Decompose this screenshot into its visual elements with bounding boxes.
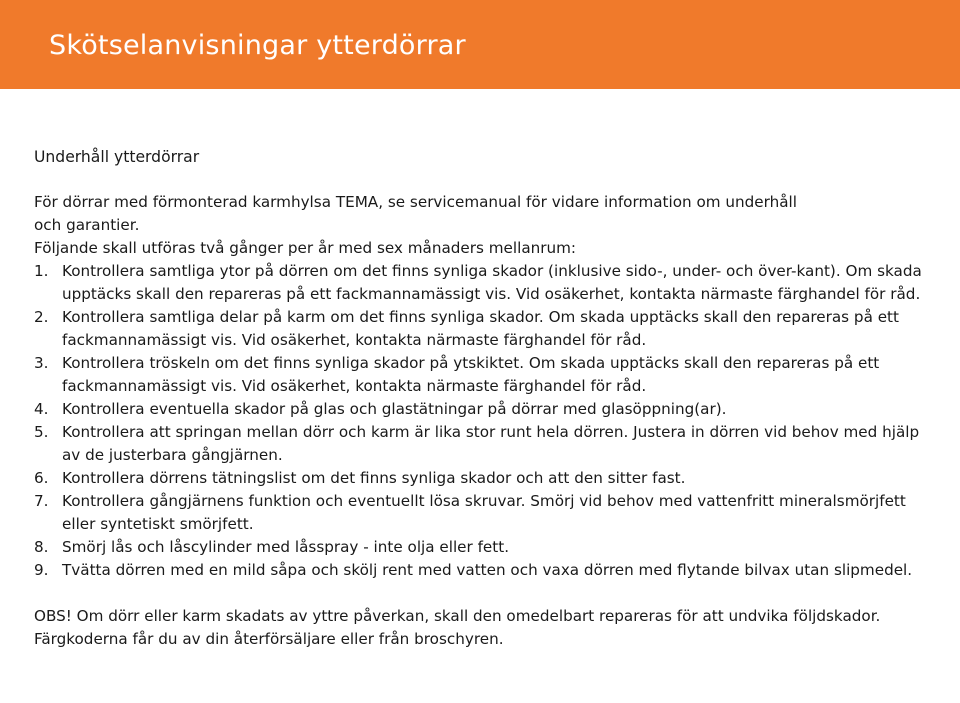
step-text: Kontrollera tröskeln om det finns synliga skador på ytskiktet. Om skada upptäcks skall den repareras på ett fackmannamässigt vis. Vid osäkerhet, kontakta närmaste färghandel för råd. [62, 354, 880, 395]
intro [34, 191, 934, 260]
intro-line: För dörrar med förmonterad karmhylsa TEMA, se servicemanual för vidare information om underhåll [34, 193, 797, 211]
list-item [34, 398, 934, 421]
content [34, 146, 934, 651]
maintenance-steps [34, 260, 934, 582]
step-text: Kontrollera gångjärnens funktion och eventuellt lösa skruvar. Smörj vid behov med vattenfritt mineralsmörjfett eller syntetiskt smörjfett. [62, 492, 906, 533]
list-item [34, 352, 934, 398]
list-item [34, 559, 934, 582]
notice-text: OBS! Om dörr eller karm skadats av yttre påverkan, skall den omedelbart repareras för att undvika följdskador. Färgkoderna får du av din återförsäljare eller från broschyren. [34, 607, 881, 648]
step-number: 4. [34, 400, 49, 418]
list-item [34, 421, 934, 467]
step-text: Kontrollera att springan mellan dörr och karm är lika stor runt hela dörren. Justera in dörren vid behov med hjälp av de justerbara gångjärnen. [62, 423, 920, 464]
intro-line: Följande skall utföras två gånger per år med sex månaders mellanrum: [34, 239, 577, 257]
step-number: 1. [34, 262, 49, 280]
step-number: 8. [34, 538, 49, 556]
step-text: Kontrollera samtliga ytor på dörren om det finns synliga skador (inklusive sido-, under- och över-kant). Om skada upptäcks skall den repareras på ett fackmannamässigt vis. Vid osäkerhet, kontakta närmaste färghandel för råd. [62, 262, 922, 303]
list-item [34, 536, 934, 559]
step-text: Tvätta dörren med en mild såpa och skölj rent med vatten och vaxa dörren med flytande bilvax utan slipmedel. [62, 561, 913, 579]
step-text: Kontrollera samtliga delar på karm om det finns synliga skador. Om skada upptäcks skall den repareras på ett fackmannamässigt vis. Vid osäkerhet, kontakta närmaste färghandel för råd. [62, 308, 899, 349]
step-number: 7. [34, 492, 49, 510]
header-bar [0, 0, 960, 89]
list-item [34, 490, 934, 536]
section-heading: Underhåll ytterdörrar [34, 148, 200, 166]
step-number: 9. [34, 561, 49, 579]
step-number: 6. [34, 469, 49, 487]
page-title: Skötselanvisningar ytterdörrar [49, 30, 466, 61]
step-number: 5. [34, 423, 49, 441]
list-item [34, 306, 934, 352]
step-text: Smörj lås och låscylinder med låsspray - inte olja eller fett. [62, 538, 510, 556]
intro-line: och garantier. [34, 216, 140, 234]
step-number: 2. [34, 308, 49, 326]
step-text: Kontrollera eventuella skador på glas och glastätningar på dörrar med glasöppning(ar). [62, 400, 727, 418]
list-item [34, 467, 934, 490]
step-text: Kontrollera dörrens tätningslist om det finns synliga skador och att den sitter fast. [62, 469, 686, 487]
step-number: 3. [34, 354, 49, 372]
list-item [34, 260, 934, 306]
